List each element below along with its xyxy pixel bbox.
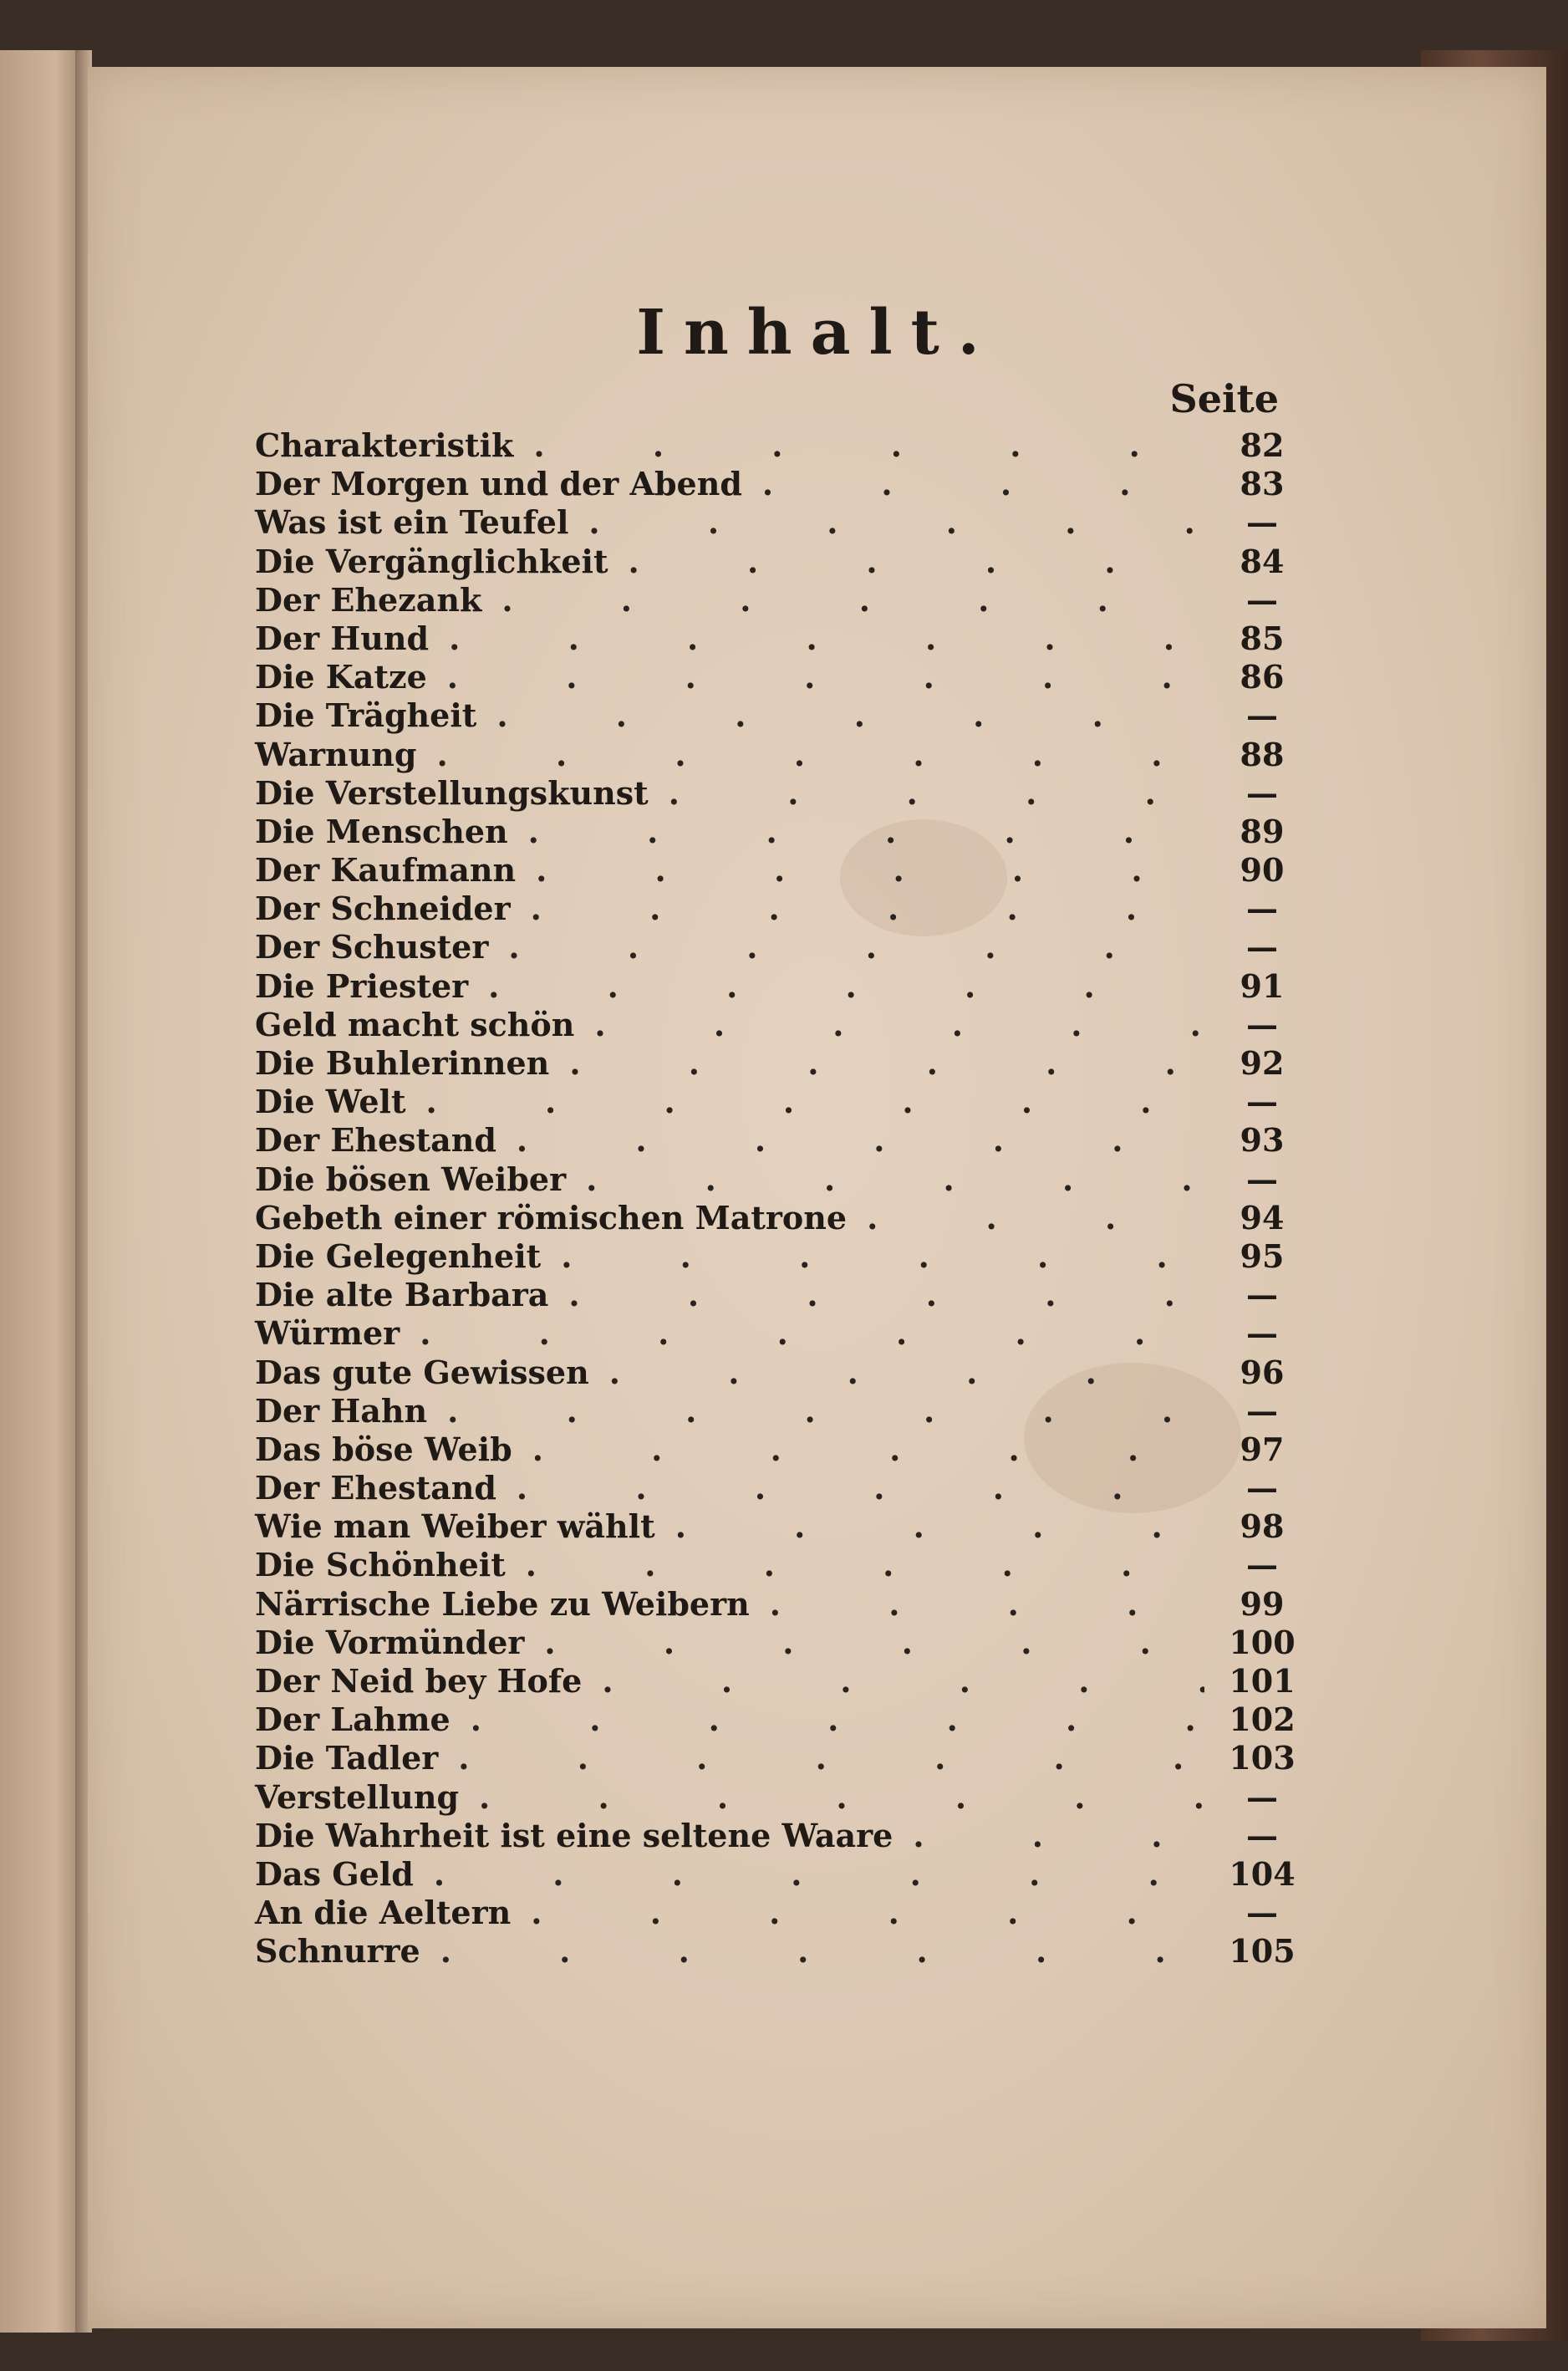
dot-leader: [532, 1430, 1204, 1469]
dot-leader: [488, 967, 1204, 1006]
toc-entry: [255, 426, 1300, 465]
dot-leader: [447, 658, 1204, 696]
toc-entry: [255, 465, 1300, 503]
toc-entry-title: Gebeth einer römischen Matrone: [255, 1198, 848, 1236]
toc-entry: [255, 1585, 1300, 1624]
toc-entry-title: Geld macht schön: [255, 1005, 575, 1043]
toc-entry-title: Die Priester: [255, 966, 469, 1005]
toc-entry-page: 97: [1240, 1430, 1285, 1468]
toc-entry-page: —: [1246, 1314, 1278, 1353]
toc-entry: [255, 1894, 1300, 1932]
page-title: Inhalt.: [636, 297, 998, 369]
toc-entry-page: 104: [1229, 1854, 1296, 1893]
dot-leader: [533, 426, 1204, 465]
toc-entry-title: Würmer: [255, 1314, 400, 1353]
toc-entry-page: 85: [1240, 619, 1285, 657]
toc-entry: [255, 1855, 1300, 1894]
dot-leader: [544, 1624, 1204, 1662]
toc-entry-title: Warnung: [255, 735, 417, 773]
toc-entry-page: 98: [1240, 1507, 1285, 1546]
toc-entry-page: —: [1246, 1894, 1278, 1932]
toc-entry: [255, 1778, 1300, 1817]
toc-entry-title: Die Wahrheit ist eine seltene Waare: [255, 1816, 893, 1854]
toc-entry-page: —: [1246, 1816, 1278, 1854]
toc-entry-page: 101: [1229, 1662, 1296, 1700]
toc-entry-title: Die Welt: [255, 1083, 406, 1121]
toc-entry: [255, 1044, 1300, 1083]
dot-leader: [526, 1546, 1204, 1584]
toc-entry-page: —: [1246, 1546, 1278, 1584]
toc-entry-title: Der Lahme: [255, 1700, 451, 1739]
toc-entry: [255, 1739, 1300, 1777]
toc-entry-page: —: [1246, 1005, 1278, 1043]
toc-entry-title: Die Verstellungskunst: [255, 773, 649, 812]
toc-entry-title: Wie man Weiber wählt: [255, 1507, 655, 1546]
toc-entry-title: Die Vergänglichkeit: [255, 542, 608, 580]
toc-entry-title: Das Geld: [255, 1854, 414, 1893]
dot-leader: [447, 1392, 1204, 1430]
toc-entry-title: Der Schneider: [255, 890, 511, 928]
toc-entry-page: —: [1246, 890, 1278, 928]
toc-entry-title: Der Schuster: [255, 928, 489, 966]
dot-leader: [913, 1817, 1204, 1855]
toc-entry-title: Schnurre: [255, 1932, 420, 1971]
toc-entry-title: Der Hund: [255, 619, 430, 657]
toc-entry-title: Die Schönheit: [255, 1546, 506, 1584]
dot-leader: [609, 1354, 1204, 1392]
toc-entry: [255, 774, 1300, 813]
toc-entry: [255, 890, 1300, 928]
toc-entry-title: Der Kaufmann: [255, 851, 517, 890]
dot-leader: [588, 503, 1204, 542]
page-column-label: Seite: [1169, 376, 1279, 421]
toc-entry: [255, 1469, 1300, 1507]
toc-entry-title: Närrische Liebe zu Weibern: [255, 1584, 750, 1623]
toc-entry: [255, 928, 1300, 966]
toc-entry: [255, 696, 1300, 735]
toc-entry-page: 82: [1240, 426, 1285, 464]
toc-entry: [255, 1006, 1300, 1044]
toc-entry-page: 84: [1240, 542, 1285, 580]
toc-entry-title: Die bösen Weiber: [255, 1160, 567, 1198]
toc-entry: [255, 1199, 1300, 1237]
toc-entry: [255, 1392, 1300, 1430]
toc-entry: [255, 1546, 1300, 1584]
dot-leader: [508, 928, 1204, 966]
toc-entry-title: An die Aeltern: [255, 1894, 512, 1932]
toc-entry-page: 99: [1240, 1584, 1285, 1623]
dot-leader: [629, 543, 1204, 581]
toc-entry-page: —: [1246, 1469, 1278, 1507]
toc-entry-title: Die Buhlerinnen: [255, 1044, 550, 1082]
toc-entry-title: Die Gelegenheit: [255, 1236, 542, 1275]
dot-leader: [471, 1700, 1204, 1739]
toc-entry: [255, 1083, 1300, 1121]
dot-leader: [531, 890, 1204, 928]
toc-entry-title: Der Ehestand: [255, 1121, 496, 1160]
toc-entry-page: —: [1246, 928, 1278, 966]
toc-entry: [255, 1817, 1300, 1855]
toc-entry: [255, 1314, 1300, 1353]
dot-leader: [449, 620, 1204, 658]
toc-entry-title: Der Neid bey Hofe: [255, 1662, 583, 1700]
toc-entry-title: Das gute Gewissen: [255, 1353, 589, 1391]
toc-entry-page: —: [1246, 1391, 1278, 1430]
toc-entry-page: —: [1246, 1777, 1278, 1816]
dot-leader: [536, 851, 1204, 890]
dot-leader: [420, 1314, 1204, 1353]
dot-leader: [434, 1855, 1204, 1894]
toc-entry-page: 89: [1240, 812, 1285, 850]
toc-entry-page: —: [1246, 1083, 1278, 1121]
toc-entry-title: Was ist ein Teufel: [255, 503, 569, 542]
toc-entry: [255, 1700, 1300, 1739]
toc-entry-page: 88: [1240, 735, 1285, 773]
dot-leader: [517, 1121, 1204, 1160]
toc-entry: [255, 1430, 1300, 1469]
toc-entry: [255, 1237, 1300, 1276]
dot-leader: [770, 1585, 1204, 1624]
dot-leader: [479, 1778, 1204, 1817]
toc-entry: [255, 1354, 1300, 1392]
dot-leader: [569, 1044, 1204, 1083]
dot-leader: [669, 774, 1204, 813]
dot-leader: [867, 1199, 1204, 1237]
toc-entry: [255, 503, 1300, 542]
table-of-contents: [255, 426, 1300, 1971]
dot-leader: [561, 1237, 1204, 1276]
dot-leader: [426, 1083, 1204, 1121]
toc-entry: [255, 581, 1300, 620]
dot-leader: [436, 736, 1204, 774]
toc-entry-page: 86: [1240, 658, 1285, 696]
toc-entry: [255, 1276, 1300, 1314]
toc-entry-title: Der Ehestand: [255, 1469, 496, 1507]
dot-leader: [762, 465, 1204, 503]
toc-entry-page: 96: [1240, 1353, 1285, 1391]
toc-entry-page: 105: [1229, 1932, 1296, 1971]
toc-entry-page: 90: [1240, 851, 1285, 890]
dot-leader: [568, 1276, 1204, 1314]
toc-entry-page: 100: [1229, 1623, 1296, 1661]
toc-entry-page: 102: [1229, 1700, 1296, 1739]
toc-entry-title: Die Menschen: [255, 812, 508, 850]
toc-entry: [255, 967, 1300, 1006]
book-page: [88, 67, 1546, 2328]
dot-leader: [501, 581, 1204, 620]
toc-entry: [255, 658, 1300, 696]
toc-entry-title: Die Vormünder: [255, 1623, 525, 1661]
toc-entry: [255, 1624, 1300, 1662]
dot-leader: [458, 1739, 1204, 1777]
facing-page: [0, 50, 79, 2333]
toc-entry: [255, 851, 1300, 890]
toc-entry-title: Der Morgen und der Abend: [255, 465, 742, 503]
toc-entry: [255, 1662, 1300, 1700]
toc-entry-page: 103: [1229, 1739, 1296, 1777]
toc-entry-title: Das böse Weib: [255, 1430, 512, 1468]
dot-leader: [528, 813, 1204, 851]
dot-leader: [586, 1160, 1204, 1199]
toc-entry-page: —: [1246, 580, 1278, 619]
toc-entry-page: 94: [1240, 1198, 1285, 1236]
toc-entry: [255, 620, 1300, 658]
toc-entry-title: Die Katze: [255, 658, 427, 696]
toc-entry-title: Verstellung: [255, 1777, 460, 1816]
toc-entry-title: Die alte Barbara: [255, 1276, 549, 1314]
toc-entry-page: 83: [1240, 465, 1285, 503]
toc-entry-title: Der Hahn: [255, 1391, 428, 1430]
toc-entry-page: —: [1246, 1276, 1278, 1314]
toc-entry-title: Charakteristik: [255, 426, 514, 464]
dot-leader: [496, 696, 1204, 735]
toc-entry: [255, 813, 1300, 851]
toc-entry-page: 95: [1240, 1236, 1285, 1275]
toc-entry-page: —: [1246, 503, 1278, 542]
dot-leader: [440, 1932, 1204, 1971]
toc-entry: [255, 1507, 1300, 1546]
dot-leader: [594, 1006, 1204, 1044]
toc-entry-page: 92: [1240, 1044, 1285, 1082]
toc-entry: [255, 1160, 1300, 1199]
toc-entry-page: —: [1246, 696, 1278, 735]
toc-entry: [255, 1932, 1300, 1971]
toc-entry: [255, 736, 1300, 774]
dot-leader: [675, 1507, 1204, 1546]
toc-entry-title: Die Trägheit: [255, 696, 477, 735]
dot-leader: [602, 1662, 1204, 1700]
dot-leader: [531, 1894, 1204, 1932]
dot-leader: [517, 1469, 1204, 1507]
toc-entry-page: 91: [1240, 966, 1285, 1005]
toc-entry: [255, 543, 1300, 581]
toc-entry-title: Der Ehezank: [255, 580, 482, 619]
toc-entry-title: Die Tadler: [255, 1739, 439, 1777]
toc-entry: [255, 1121, 1300, 1160]
toc-entry-page: —: [1246, 1160, 1278, 1198]
toc-entry-page: 93: [1240, 1121, 1285, 1160]
toc-entry-page: —: [1246, 773, 1278, 812]
